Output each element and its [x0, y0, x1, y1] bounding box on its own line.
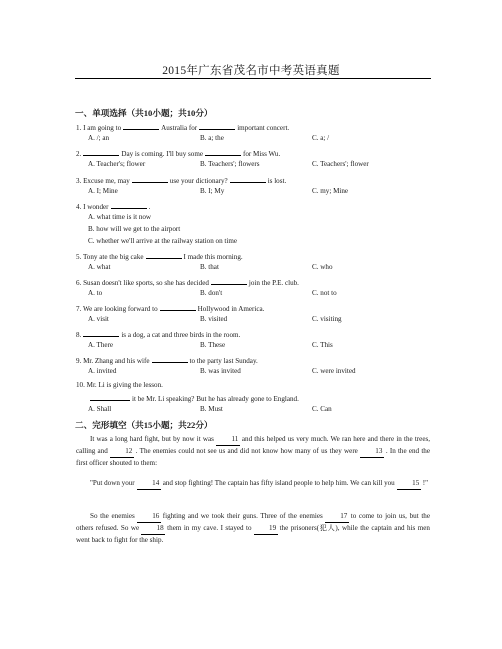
- question-2: 2. Day is coming. I'll buy some for Miss Wu.: [76, 150, 281, 158]
- section-heading-cloze: 二、完形填空（共15小题；共22分）: [75, 420, 213, 430]
- q6-option-c: C. not to: [312, 289, 337, 297]
- question-6: 6. Susan doesn't like sports, so she has decided join the P.E. club.: [76, 279, 299, 287]
- q10-option-a: A. Shall: [88, 405, 112, 413]
- cloze-paragraph-2: "Put down your 14 and stop fighting! The captain has fifty island people to help him. We can kill you 15 !": [76, 478, 430, 490]
- page-title: 2015年广东省茂名市中考英语真题: [162, 65, 340, 77]
- question-4: 4. I wonder .: [76, 203, 151, 211]
- q8-option-b: B. These: [200, 341, 226, 349]
- q8-option-a: A. There: [88, 341, 114, 349]
- q1-option-a: A. /; an: [88, 134, 110, 142]
- q1-option-c: C. a; /: [312, 134, 330, 142]
- q7-option-b: B. visited: [200, 315, 228, 323]
- q4-option-b: B. how will we get to the airport: [88, 225, 181, 233]
- q9-option-a: A. invited: [88, 367, 117, 375]
- q1-option-b: B. a; the: [200, 134, 224, 142]
- question-3: 3. Excuse me, may use your dictionary? is lost.: [76, 177, 287, 185]
- q9-option-b: B. was invited: [200, 367, 241, 375]
- q2-option-a: A. Teacher's; flower: [88, 160, 146, 168]
- section-heading-multiple-choice: 一、单项选择（共10小题；共10分）: [75, 108, 213, 118]
- q2-option-b: B. Teachers'; flowers: [200, 160, 260, 168]
- q2-option-c: C. Teachers'; flower: [312, 160, 369, 168]
- q8-option-c: C. This: [312, 341, 333, 349]
- q10-option-c: C. Can: [312, 405, 332, 413]
- q3-option-a: A. I; Mine: [88, 187, 118, 195]
- q7-option-a: A. visit: [88, 315, 109, 323]
- q4-option-c: C. whether we'll arrive at the railway station on time: [88, 237, 238, 245]
- q3-option-b: B. I; My: [200, 187, 225, 195]
- q5-option-a: A. what: [88, 263, 111, 271]
- q7-option-c: C. visiting: [312, 315, 342, 323]
- q4-option-a: A. what time is it now: [88, 213, 152, 221]
- question-8: 8. is a dog, a cat and three birds in the room.: [76, 331, 241, 339]
- q6-option-b: B. don't: [200, 289, 223, 297]
- question-7: 7. We are looking forward to Hollywood in America.: [76, 305, 265, 313]
- q5-option-c: C. who: [312, 263, 333, 271]
- question-10-line-2: it be Mr. Li speaking? But he has already gone to England.: [88, 393, 299, 404]
- q6-option-a: A. to: [88, 289, 103, 297]
- q5-option-b: B. that: [200, 263, 219, 271]
- title-divider: [75, 78, 431, 79]
- q10-option-b: B. Must: [200, 405, 223, 413]
- question-10: 10. Mr. Li is giving the lesson.: [76, 381, 163, 389]
- q3-option-c: C. my; Mine: [312, 187, 349, 195]
- q9-option-c: C. were invited: [312, 367, 356, 375]
- question-1: 1. I am going to Australia for important concert.: [76, 124, 290, 132]
- question-9: 9. Mr. Zhang and his wife to the party last Sunday.: [76, 357, 258, 365]
- question-5: 5. Tony ate the big cake I made this morning.: [76, 253, 243, 261]
- cloze-paragraph-1: It was a long hard fight, but by now it was 11 and this helped us very much. We ran here and there in the trees, calling and 12 . The enemies could not see us and did not know how many of us they were 13 . In the end the first officer shouted to them:: [76, 435, 430, 467]
- cloze-paragraph-3: So the enemies 16 fighting and we took their guns. Three of the enemies 17 to come to join us, but the others refused. So we 18 them in my cave. I stayed to 19 the prisoners(犯人), while the captain and his men went back to fight for the ship.: [76, 512, 431, 544]
